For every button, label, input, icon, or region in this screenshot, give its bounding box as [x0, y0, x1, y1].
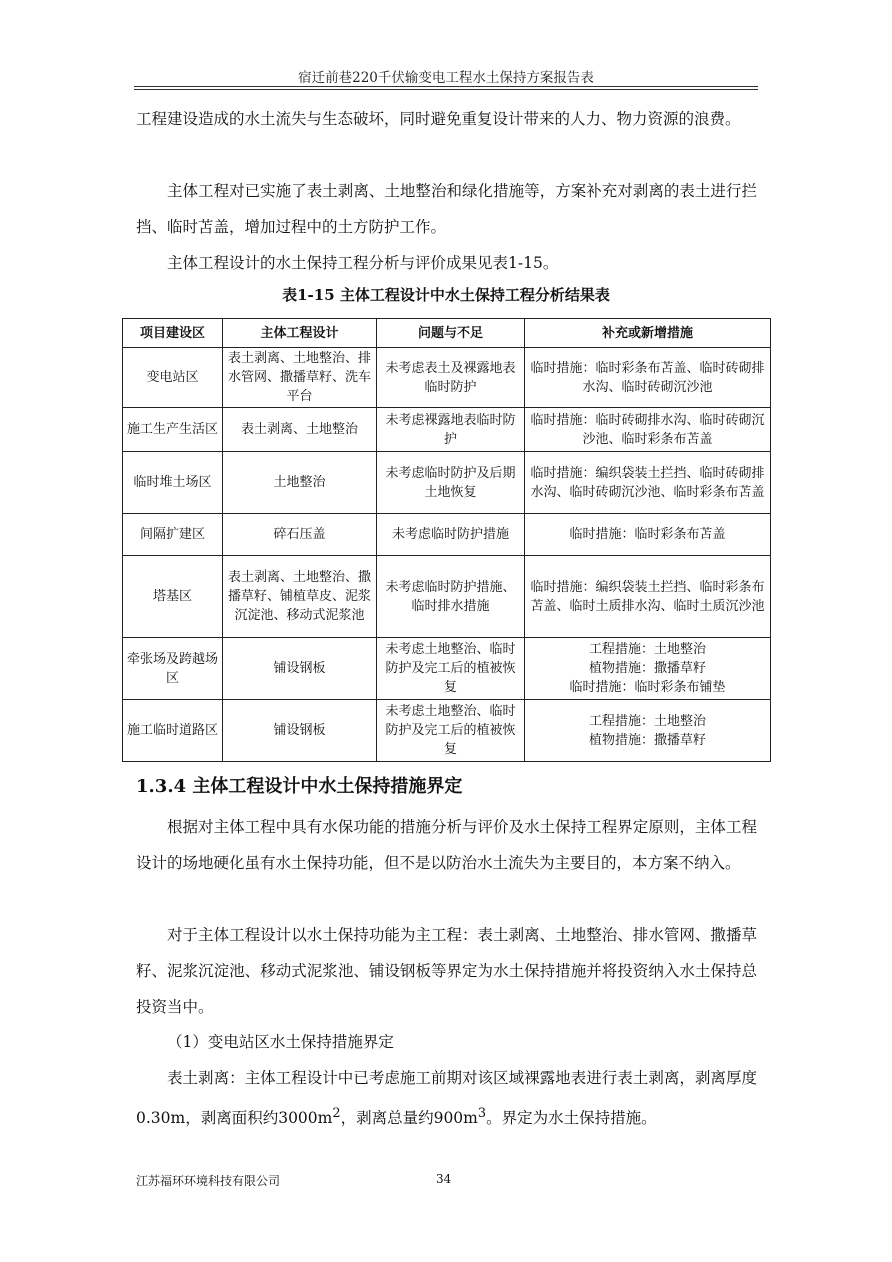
table-cell: 临时措施：编织袋装土拦挡、临时彩条布苫盖、临时土质排水沟、临时土质沉沙池	[525, 556, 771, 638]
table-row	[123, 452, 771, 514]
section-heading: 1.3.4 主体工程设计中水土保持措施界定	[136, 776, 463, 797]
table-cell: 未考虑土地整治、临时防护及完工后的植被恢复	[377, 638, 525, 700]
table-cell: 土地整治	[223, 452, 377, 514]
table-cell: 临时措施：编织袋装土拦挡、临时砖砌排水沟、临时砖砌沉沙池、临时彩条布苫盖	[525, 452, 771, 514]
header-rule	[134, 86, 758, 87]
paragraph-supplement: 主体工程对已实施了表土剥离、土地整治和绿化措施等，方案补充对剥离的表土进行拦挡、临时苫盖，增加过程中的土方防护工作。	[136, 182, 757, 236]
table-cell: 塔基区	[123, 556, 223, 638]
table-cell: 碎石压盖	[223, 514, 377, 556]
table-row	[123, 514, 771, 556]
table-row	[123, 408, 771, 452]
table-cell: 铺设钢板	[223, 700, 377, 762]
text-run: 表土剥离：主体工程设计中已考虑施工前期对该区域裸露地表进行表土剥离，剥离厚度0.30m，剥离面积约3000m	[136, 1069, 757, 1128]
table-caption: 表1-15 主体工程设计中水土保持工程分析结果表	[282, 286, 610, 304]
paragraph-main-function: 对于主体工程设计以水土保持功能为主工程：表土剥离、土地整治、排水管网、撒播草籽、泥浆沉淀池、移动式泥浆池、铺设钢板等界定为水土保持措施并将投资纳入水土保持总投资当中。	[136, 926, 757, 1016]
table-row	[123, 700, 771, 762]
table-cell: 未考虑临时防护措施、临时排水措施	[377, 556, 525, 638]
table-cell: 临时措施：临时彩条布苫盖、临时砖砌排水沟、临时砖砌沉沙池	[525, 348, 771, 408]
paragraph-table-reference: 主体工程设计的水土保持工程分析与评价成果见表1-15。	[167, 254, 559, 272]
column-header: 主体工程设计	[223, 319, 377, 348]
table-cell: 临时措施：临时彩条布苫盖	[525, 514, 771, 556]
table-cell: 施工临时道路区	[123, 700, 223, 762]
header-rule-double	[134, 89, 758, 90]
paragraph-continuation: 工程建设造成的水土流失与生态破坏，同时避免重复设计带来的人力、物力资源的浪费。	[136, 110, 741, 128]
table-cell: 表土剥离、土地整治、排水管网、撒播草籽、洗车平台	[223, 348, 377, 408]
table-cell: 间隔扩建区	[123, 514, 223, 556]
running-header: 宿迁前巷220千伏输变电工程水土保持方案报告表	[298, 70, 594, 86]
table-cell: 变电站区	[123, 348, 223, 408]
text-run: ，剥离总量约900m	[340, 1109, 478, 1128]
table-cell: 工程措施：土地整治 植物措施：撒播草籽 临时措施：临时彩条布铺垫	[525, 638, 771, 700]
table-cell: 牵张场及跨越场区	[123, 638, 223, 700]
table-row	[123, 348, 771, 408]
subsection-heading: （1）变电站区水土保持措施界定	[167, 1033, 394, 1051]
paragraph-topsoil-stripping	[136, 1060, 757, 1136]
column-header: 补充或新增措施	[525, 319, 771, 348]
table-cell: 未考虑临时防护措施	[377, 514, 525, 556]
superscript: 3	[477, 1106, 487, 1121]
table-cell: 临时堆土场区	[123, 452, 223, 514]
table-cell: 未考虑裸露地表临时防护	[377, 408, 525, 452]
superscript: 2	[332, 1106, 341, 1121]
paragraph-delimitation-principle: 根据对主体工程中具有水保功能的措施分析与评价及水土保持工程界定原则，主体工程设计的场地硬化虽有水土保持功能，但不是以防治水土流失为主要目的，本方案不纳入。	[136, 818, 757, 872]
table-cell: 表土剥离、土地整治、撒播草籽、铺植草皮、泥浆沉淀池、移动式泥浆池	[223, 556, 377, 638]
table-cell: 铺设钢板	[223, 638, 377, 700]
analysis-table	[122, 318, 771, 762]
table-cell: 未考虑土地整治、临时防护及完工后的植被恢复	[377, 700, 525, 762]
table-cell: 未考虑临时防护及后期土地恢复	[377, 452, 525, 514]
table-cell: 表土剥离、土地整治	[223, 408, 377, 452]
table-cell: 未考虑表土及裸露地表临时防护	[377, 348, 525, 408]
table-row	[123, 556, 771, 638]
footer-company: 江苏福环环境科技有限公司	[136, 1174, 281, 1188]
table-header-row	[123, 319, 771, 348]
text-run: 。界定为水土保持措施。	[486, 1109, 657, 1128]
column-header: 项目建设区	[123, 319, 223, 348]
table-cell: 工程措施：土地整治 植物措施：撒播草籽	[525, 700, 771, 762]
table-row	[123, 638, 771, 700]
table-cell: 施工生产生活区	[123, 408, 223, 452]
page-number: 34	[436, 1172, 452, 1186]
table-cell: 临时措施：临时砖砌排水沟、临时砖砌沉沙池、临时彩条布苫盖	[525, 408, 771, 452]
column-header: 问题与不足	[377, 319, 525, 348]
